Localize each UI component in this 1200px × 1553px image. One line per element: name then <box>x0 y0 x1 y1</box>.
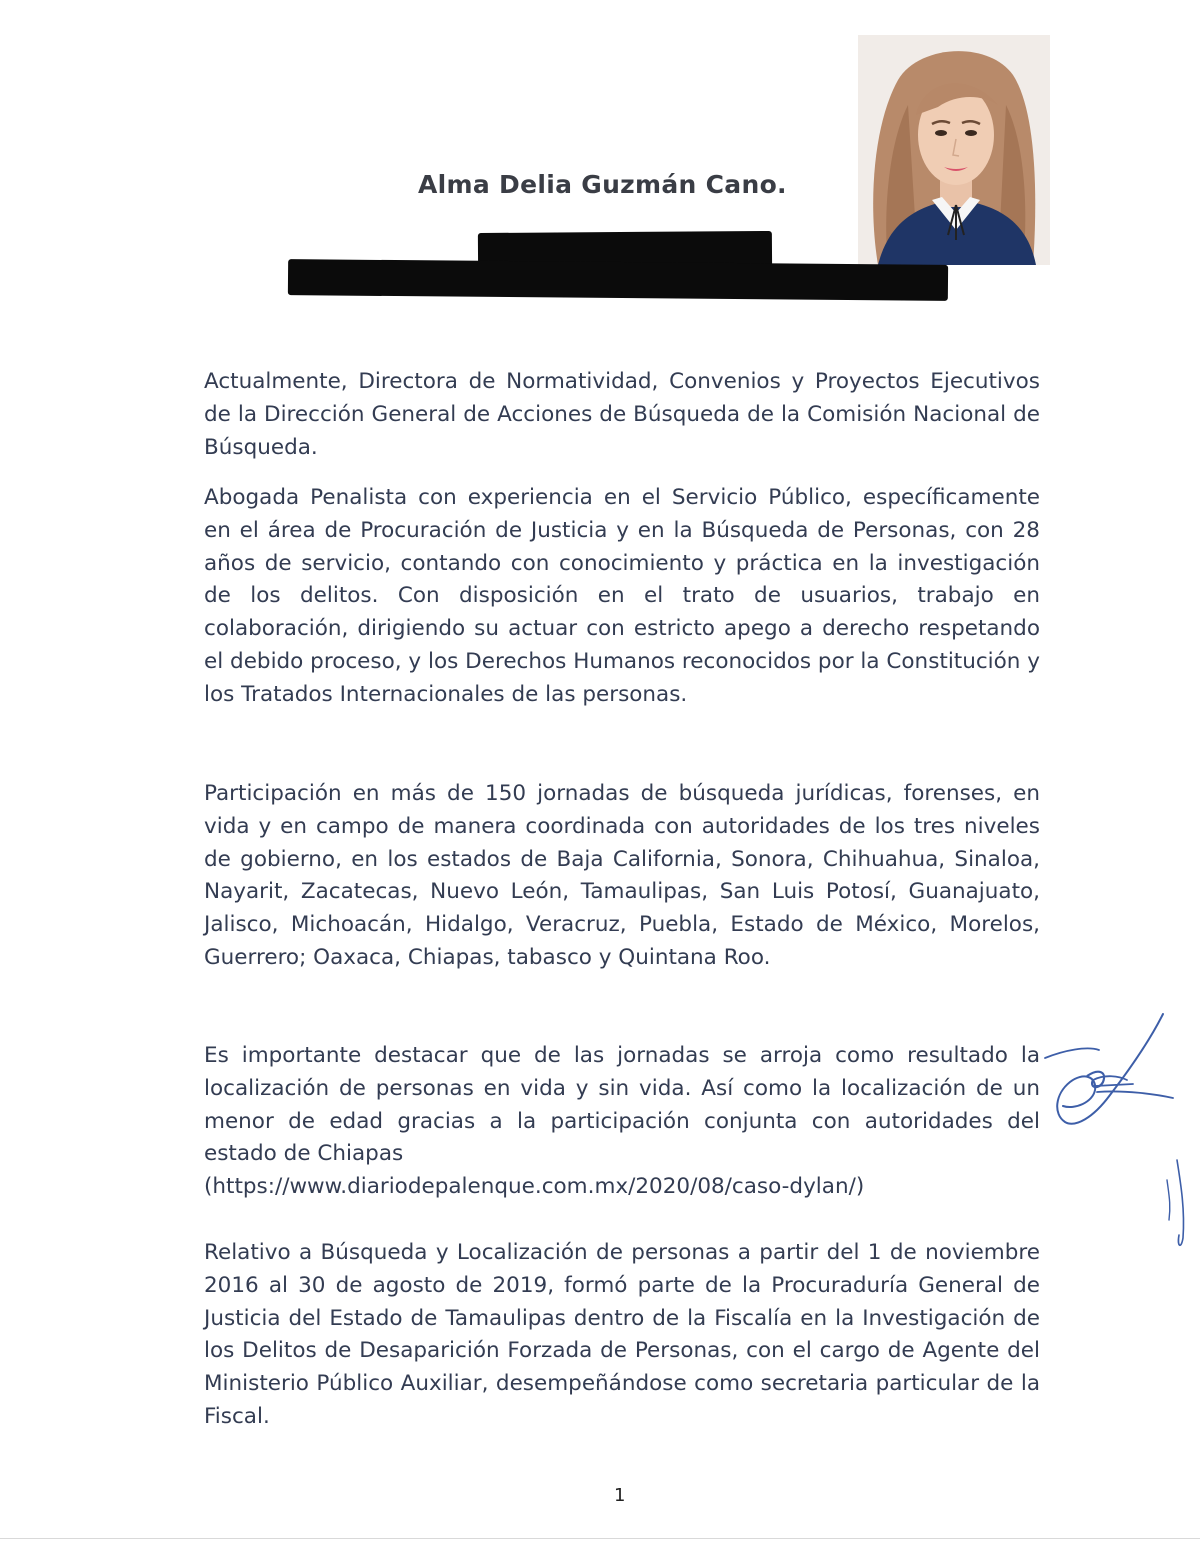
scan-edge-divider <box>0 1538 1200 1539</box>
paragraph-current-position: Actualmente, Directora de Normatividad, Convenios y Proyectos Ejecutivos de la Dirección General de Acciones de Búsqueda de la Comisión Nacional de Búsqueda. <box>204 369 1040 460</box>
handwritten-signature-icon <box>1035 1010 1195 1260</box>
page-number: 1 <box>614 1485 626 1506</box>
portrait-photo-icon <box>858 35 1050 265</box>
source-url[interactable]: (https://www.diariodepalenque.com.mx/2020/08/caso-dylan/) <box>204 1174 865 1199</box>
person-name-heading: Alma Delia Guzmán Cano. <box>418 170 787 199</box>
paragraph-results: Es importante destacar que de las jornadas se arroja como resultado la localización de personas en vida y sin vida. Así como la localización de un menor de edad gracias a la participación conjunta con autoridades del estado de Chiapas <box>204 1043 1040 1167</box>
paragraph-search-participation: Participación en más de 150 jornadas de búsqueda jurídicas, forenses, en vida y en campo de manera coordinada con autoridades de los tres niveles de gobierno, en los estados de Baja California, Sonora, Chihuahua, Sinaloa, Nayarit, Zacatecas, Nuevo León, Tamaulipas, San Luis Potosí, Guanajuato, Jalisco, Michoacán, Hidalgo, Veracruz, Puebla, Estado de México, Morelos, Guerrero; Oaxaca, Chiapas, tabasco y Quintana Roo. <box>204 781 1040 970</box>
redaction-bar <box>288 259 948 301</box>
portrait-photo <box>858 35 1050 265</box>
paragraph-experience: Abogada Penalista con experiencia en el Servicio Público, específicamente en el área de Procuración de Justicia y en la Búsqueda de Personas, con 28 años de servicio, contando con conocimiento y práctica en la investigación de los delitos. Con disposición en el trato de usuarios, trabajo en colaboración, dirigiendo su actuar con estricto apego a derecho respetando el debido proceso, y los Derechos Humanos reconocidos por la Constitución y los Tratados Internacionales de las personas. <box>204 485 1040 707</box>
paragraph-tamaulipas-role: Relativo a Búsqueda y Localización de personas a partir del 1 de noviembre 2016 al 30 de agosto de 2019, formó parte de la Procuraduría General de Justicia del Estado de Tamaulipas dentro de la Fiscalía en la Investigación de los Delitos de Desaparición Forzada de Personas, con el cargo de Agente del Ministerio Público Auxiliar, desempeñándose como secretaria particular de la Fiscal. <box>204 1240 1040 1429</box>
